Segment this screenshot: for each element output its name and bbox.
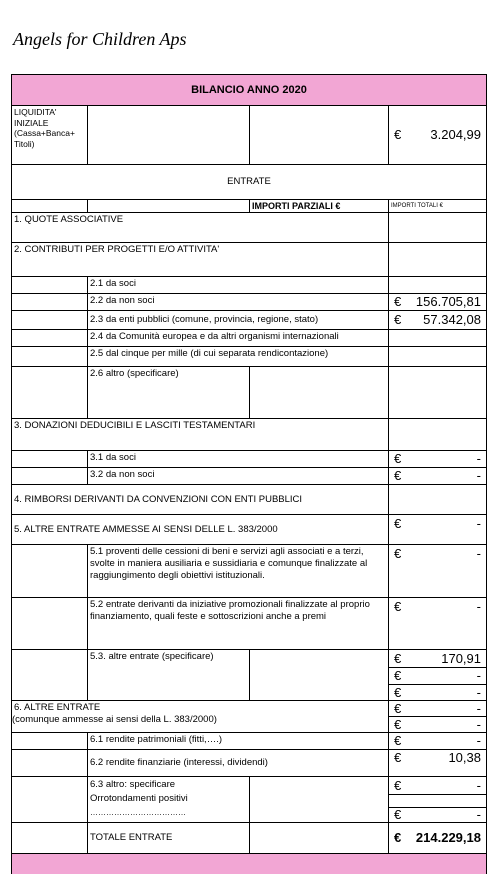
row-6-2-label: 6.2 rendite finanziarie (interessi, dividendi) <box>87 749 389 777</box>
amount-value: - <box>476 684 481 700</box>
row-2-3-label: 2.3 da enti pubblici (comune, provincia, regione, stato) <box>87 310 389 330</box>
amount-value: - <box>476 451 481 467</box>
row-5-3-amount-3 <box>388 684 487 701</box>
row-6-other-revenue <box>11 700 389 733</box>
row-2-total <box>388 242 487 277</box>
row-2-1-total <box>388 276 487 294</box>
row-2-4-label: 2.4 da Comunità europea e da altri organismi internazionali <box>87 329 389 347</box>
row-3-2-amount <box>388 467 487 485</box>
row-3-donations: 3. DONAZIONI DEDUCIBILI E LASCITI TESTAMENTARI <box>11 418 389 451</box>
amount-value: 10,38 <box>448 750 481 765</box>
row-5-1-amount <box>388 544 487 598</box>
row-6-1-label: 6.1 rendite patrimoniali (fitti,….) <box>87 732 389 750</box>
euro-sign: € <box>394 294 402 310</box>
row-5-1-indent <box>11 544 88 598</box>
row-2-2-label: 2.2 da non soci <box>87 293 389 311</box>
col-header-blank-2 <box>87 199 250 213</box>
row-6-3-partial <box>249 776 389 823</box>
euro-sign: € <box>394 599 402 614</box>
row-6-3-rounding: Orrotondamenti positivi <box>90 793 188 804</box>
row-2-2-amount <box>388 293 487 311</box>
amount-value: - <box>476 733 481 749</box>
row-2-4-total <box>388 329 487 347</box>
row-2-5-indent <box>11 346 88 367</box>
row-6-2-indent <box>11 749 88 777</box>
col-header-blank-1 <box>11 199 88 213</box>
row-4-total <box>388 484 487 515</box>
row-1-total <box>388 212 487 243</box>
row-2-2-indent <box>11 293 88 311</box>
row-2-6-partial <box>249 366 389 419</box>
row-4-reimbursements: 4. RIMBORSI DERIVANTI DA CONVENZIONI CON ENTI PUBBLICI <box>11 484 389 515</box>
row-5-3-amount-2 <box>388 667 487 685</box>
row-6-1-amount <box>388 732 487 750</box>
amount-value: - <box>476 700 481 716</box>
row-6-2-amount <box>388 749 487 777</box>
organization-name: Angels for Children Aps <box>13 29 187 49</box>
euro-sign: € <box>394 546 402 561</box>
amount-value: 156.705,81 <box>415 294 481 310</box>
col-header-partial-amounts: IMPORTI PARZIALI € <box>249 199 389 213</box>
euro-sign: € <box>394 777 402 793</box>
row-5-2-indent <box>11 597 88 650</box>
total-partial <box>249 822 389 854</box>
row-2-5-label: 2.5 dal cinque per mille (di cui separata rendicontazione) <box>87 346 389 367</box>
revenue-section-header: ENTRATE <box>11 164 487 200</box>
row-6-1-indent <box>11 732 88 750</box>
total-revenue-label: TOTALE ENTRATE <box>87 822 250 854</box>
amount-value: - <box>476 668 481 684</box>
row-6-3-indent <box>11 776 88 823</box>
initial-liquidity-blank-2 <box>249 105 389 165</box>
row-2-1-indent <box>11 276 88 294</box>
euro-sign: € <box>394 807 402 823</box>
row-2-3-indent <box>11 310 88 330</box>
footer-band <box>11 853 487 874</box>
row-3-2-indent <box>11 467 88 485</box>
row-5-3-partial <box>249 649 389 701</box>
amount-value: - <box>476 807 481 823</box>
row-2-6-indent <box>11 366 88 419</box>
amount-value: - <box>476 516 481 531</box>
row-6-amount-1 <box>388 700 487 717</box>
amount-value: 170,91 <box>441 650 481 666</box>
euro-sign: € <box>394 516 402 531</box>
row-5-2-label: 5.2 entrate derivanti da iniziative promozionali finalizzate al proprio finanziamento, quali feste e sottoscrizioni anche a premi <box>87 597 389 650</box>
euro-sign: € <box>394 700 402 716</box>
euro-sign: € <box>394 668 402 684</box>
row-2-3-amount <box>388 310 487 330</box>
row-6-amount-2 <box>388 716 487 733</box>
amount-value: - <box>476 468 481 484</box>
row-5-3-amount-1 <box>388 649 487 668</box>
row-5-3-label: 5.3. altre entrate (specificare) <box>87 649 250 701</box>
amount-value: 3.204,99 <box>430 127 481 143</box>
amount-value: - <box>476 546 481 561</box>
initial-liquidity-amount <box>388 105 487 165</box>
col-header-total-amounts: IMPORTI TOTALI € <box>388 199 487 213</box>
row-3-1-indent <box>11 450 88 468</box>
table-title: BILANCIO ANNO 2020 <box>11 74 487 106</box>
amount-value: - <box>476 716 481 732</box>
row-2-5-total <box>388 346 487 367</box>
row-2-1-label: 2.1 da soci <box>87 276 389 294</box>
amount-value: - <box>476 599 481 614</box>
row-5-other-income: 5. ALTRE ENTRATE AMMESSE AI SENSI DELLE L. 383/2000 <box>11 514 389 545</box>
euro-sign: € <box>394 684 402 700</box>
row-6-3-label <box>87 776 250 823</box>
euro-sign: € <box>394 451 402 467</box>
euro-sign: € <box>394 733 402 749</box>
amount-value: - <box>476 777 481 793</box>
row-3-1-label: 3.1 da soci <box>87 450 389 468</box>
row-2-4-indent <box>11 329 88 347</box>
euro-sign: € <box>394 650 402 666</box>
euro-sign: € <box>394 750 402 765</box>
euro-sign: € <box>394 127 402 143</box>
euro-sign: € <box>394 830 402 846</box>
row-3-1-amount <box>388 450 487 468</box>
amount-value: 57.342,08 <box>423 312 481 328</box>
euro-sign: € <box>394 312 402 328</box>
row-6-3-title: 6.3 altro: specificare <box>90 779 176 790</box>
euro-sign: € <box>394 716 402 732</box>
row-6-3-blank <box>388 794 487 808</box>
row-5-2-amount <box>388 597 487 650</box>
row-2-6-label: 2.6 altro (specificare) <box>87 366 250 419</box>
row-6-title: 6. ALTRE ENTRATE <box>14 702 101 713</box>
row-6-3-dots: ……………………………… <box>90 808 186 817</box>
row-5-amount <box>388 514 487 545</box>
initial-liquidity-label: LIQUIDITA' INIZIALE (Cassa+Banca+ Titoli) <box>11 105 88 165</box>
euro-sign: € <box>394 468 402 484</box>
row-3-total <box>388 418 487 451</box>
total-indent <box>11 822 88 854</box>
row-1-membership-fees: 1. QUOTE ASSOCIATIVE <box>11 212 389 243</box>
initial-liquidity-blank-1 <box>87 105 250 165</box>
row-5-1-label: 5.1 proventi delle cessioni di beni e servizi agli associati e a terzi, svolte in maniera ausiliaria e sussidiaria e comunque finalizzate al raggiungimento degli obiettivi istituzionali. <box>87 544 389 598</box>
total-revenue-amount <box>388 822 487 854</box>
row-6-3-amount-1 <box>388 776 487 795</box>
row-3-2-label: 3.2 da non soci <box>87 467 389 485</box>
row-2-project-contributions: 2. CONTRIBUTI PER PROGETTI E/O ATTIVITA' <box>11 242 389 277</box>
row-5-3-indent <box>11 649 88 701</box>
row-2-6-total <box>388 366 487 419</box>
row-6-3-amount-2 <box>388 807 487 823</box>
amount-value: 214.229,18 <box>415 830 481 846</box>
row-6-subtitle: (comunque ammesse ai sensi della L. 383/2000) <box>12 713 217 725</box>
